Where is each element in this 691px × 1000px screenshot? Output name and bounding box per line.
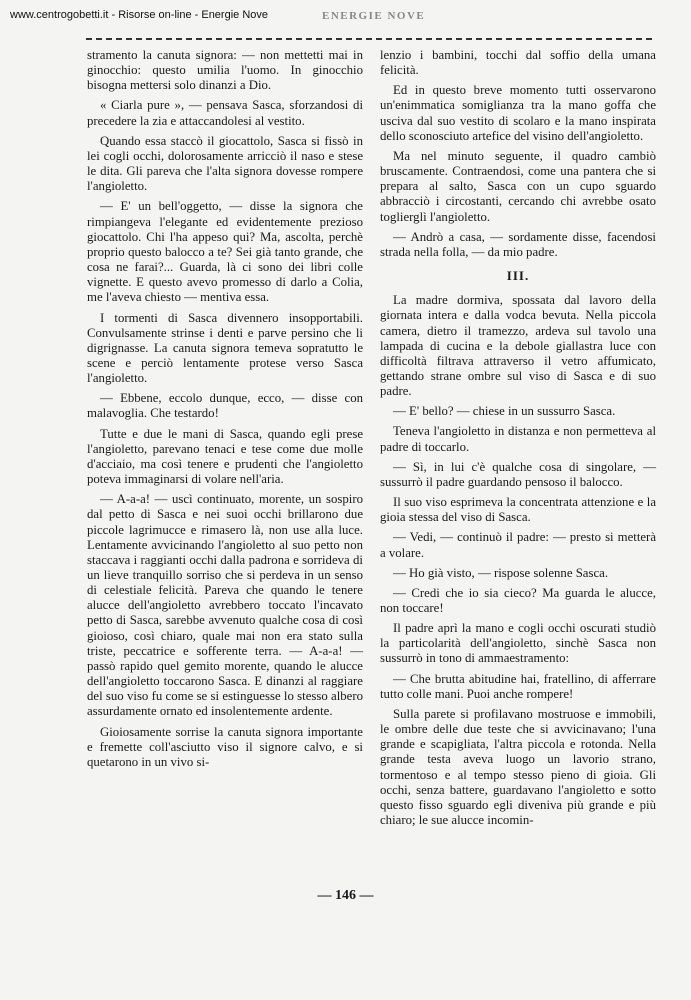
paragraph: — Che brutta abitudine hai, fratellino, di afferrare tutto colle mani. Puoi anche rompere! — [380, 671, 656, 701]
paragraph: I tormenti di Sasca divennero insopportabili. Convulsamente strinse i denti e parve persino che li digrignasse. La canuta signora temeva sopratutto le scene e perciò lentamente protese verso Sasca l'angioletto. — [87, 310, 363, 386]
paragraph: — E' bello? — chiese in un sussurro Sasca. — [393, 404, 616, 419]
paragraph: Il suo viso esprimeva la concentrata attenzione e la gioia stessa del viso di Sasca. — [380, 495, 656, 525]
paragraph: — Ho già visto, — rispose solenne Sasca. — [393, 565, 609, 580]
paragraph: Teneva l'angioletto in distanza e non permetteva al padre di toccarlo. — [380, 424, 656, 454]
section-heading: III. — [506, 268, 530, 284]
paragraph: Il padre aprì la mano e cogli occhi oscurati studiò la particolarità dell'angioletto, sinchè Sasca non sussurrò in tono di ammaestramento: — [380, 621, 656, 666]
paragraph: Quando essa staccò il giocattolo, Sasca si fissò in lei cogli occhi, dolorosamente arricciò il naso e stese le dita. Gli pareva che l'alta signora dovesse rompere l'angioletto. — [87, 133, 363, 194]
paragraph: — Andrò a casa, — sordamente disse, facendosi strada nella folla, — da mio padre. — [380, 229, 656, 259]
paragraph: — A-a-a! — uscì continuato, morente, un sospiro dal petto di Sasca e nei suoi occhi brillarono due piccole lagrimucce e rimasero là, non use alla luce. Lentamente avvicinando l'angioletto al suo petto non staccava i raggianti occhi dalla padrona e sorrideva di un lieve tranquillo sorriso che si perdeva in un senso di celestiale felicità. Pareva che quando le tenere alucce dell'angioletto avrebbero toccato l'incavato petto di Sasca, sarebbe avvenuto qualche cosa di così gioioso, così chiaro, quale mai non era stato sulla triste, peccatrice e sofferente terra. — A-a-a! — passò rapido quel gemito morente, quando le alucce dell'angioletto toccarono Sasca. E dinanzi al raggiare del suo viso fu come se si estinguesse lo stesso albero assurdamente ornato ed insolentemente ardente. — [87, 492, 363, 719]
paragraph: — Credi che io sia cieco? Ma guarda le alucce, non toccare! — [380, 585, 656, 615]
paragraph: — Vedi, — continuò il padre: — presto si metterà a volare. — [380, 530, 656, 560]
paragraph: Gioiosamente sorrise la canuta signora importante e fremette coll'asciutto viso il signore calvo, e si quetarono in un vivo si- — [87, 724, 363, 769]
header-rule — [86, 38, 652, 40]
paragraph: — E' un bell'oggetto, — disse la signora che rimpiangeva l'elegante ed evidentemente prezioso giocattolo. Chi l'ha appeso qui? Ma, ascolta, perchè proprio questo balocco a te? Sei già tanto grande, che cosa ne farai?... Guarda, là ci sono dei libri colle vignette. E questo avevo promesso di darlo a Colia, me l'aveva chiesto — mentiva essa. — [87, 199, 363, 305]
paragraph: stramento la canuta signora: — non mettetti mai in ginocchio: questo umilia l'uomo. In ginocchio bisogna mettersi solo dinanzi a Dio. — [87, 48, 363, 93]
left-column — [87, 48, 363, 775]
paragraph: Ed in questo breve momento tutti osservarono un'enimmatica somiglianza tra la mano goffa che usciva dal suo vestito di scolaro e la mano inspirata dello sconosciuto artefice del visino dell'angioletto. — [380, 83, 656, 143]
paragraph: Ma nel minuto seguente, il quadro cambiò bruscamente. Contraendosi, come una pantera che si prepara al salto, Sasca con un cupo sguardo abbracciò i circostanti, cercando chi avrebbe osato toglierglì l'angioletto. — [380, 148, 656, 224]
paragraph: — Ebbene, eccolo dunque, ecco, — disse con malavoglia. Che testardo! — [87, 391, 363, 421]
paragraph: Sulla parete si profilavano mostruose e immobili, le ombre delle due teste che si avvicinavano; l'una grande e scapigliata, l'altra piccola e rotonda. Nella grande testa aveva luogo un lavorio strano, tormentoso e al tempo stesso pieno di gioia. Gli occhi, senza battere, guardavano l'angioletto e sotto questo fisso sguardo egli diveniva più grande e più chiaro; le sue alucce incomin- — [380, 706, 656, 828]
paragraph: — Sì, in lui c'è qualche cosa di singolare, — sussurrò il padre guardando pensoso il balocco. — [380, 459, 656, 489]
paragraph: « Ciarla pure », — pensava Sasca, sforzandosi di precedere la zia e attaccandolesi al vestito. — [87, 98, 363, 128]
running-head: ENERGIE NOVE — [322, 10, 426, 22]
right-column — [380, 48, 656, 833]
page-header — [0, 0, 691, 28]
site-watermark: www.centrogobetti.it - Risorse on-line - Energie Nove — [10, 9, 269, 21]
paragraph: Tutte e due le mani di Sasca, quando egli prese l'angioletto, parevano tenaci e tese come due molle d'acciaio, ma così tenere e prudenti che l'angioletto poteva immaginarsi di volare nell'aria. — [87, 426, 363, 487]
paragraph: lenzio i bambini, tocchi dal soffio della umana felicità. — [380, 48, 656, 78]
page-number: — 146 — — [317, 888, 374, 903]
paragraph: La madre dormiva, spossata dal lavoro della giornata intera e dalla vodca bevuta. Nella piccola camera, dietro il tramezzo, ardeva sul tavolo una lampada di cucina e la debole giallastra luce con difficoltà filtrava attraverso il vetro affumicato, gettando strane ombre sul viso di Sasca e di suo padre. — [380, 293, 656, 399]
